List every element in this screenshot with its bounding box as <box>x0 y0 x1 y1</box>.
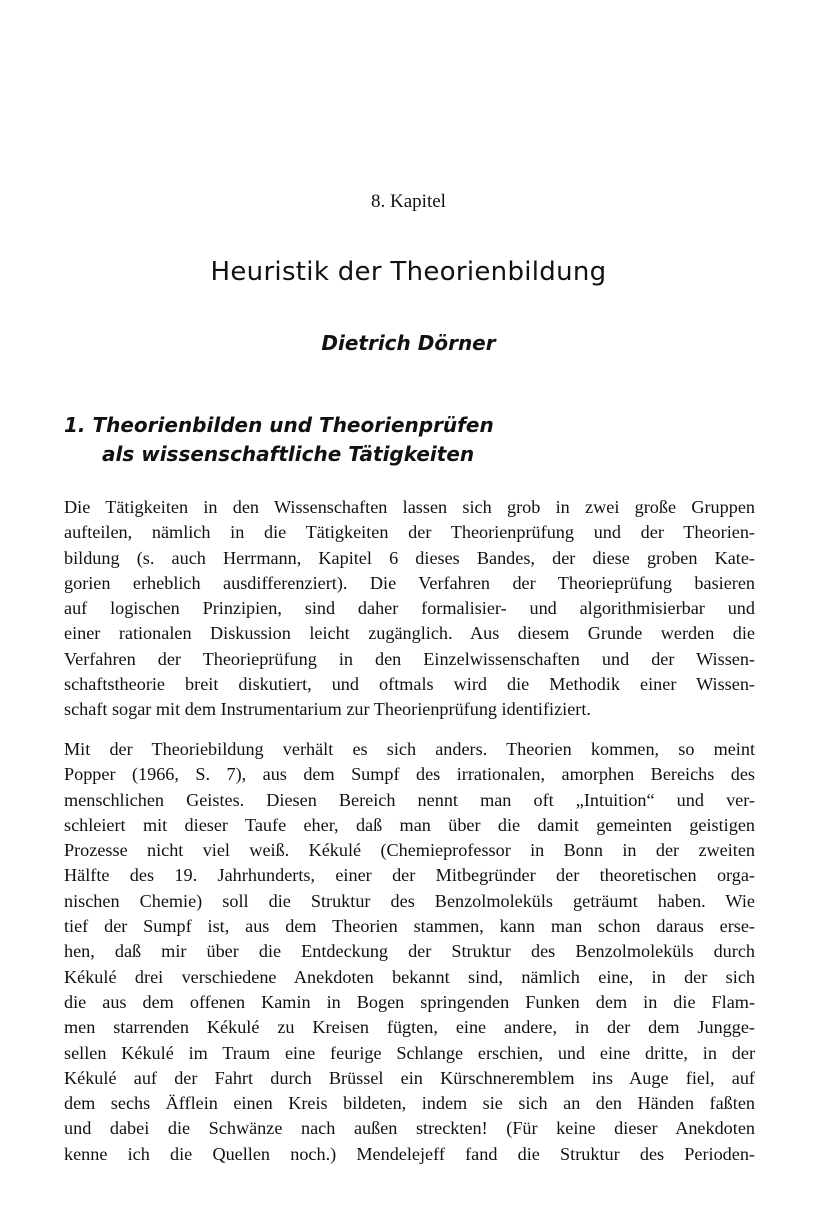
text-line: einer rationalen Diskussion leicht zugänglich. Aus diesem Grunde werden die <box>64 623 755 644</box>
text-line: aufteilen, nämlich in die Tätigkeiten der Theorienprüfung und der Theorien- <box>64 522 755 543</box>
text-line: Die Tätigkeiten in den Wissenschaften lassen sich grob in zwei große Gruppen <box>64 497 755 517</box>
section-heading <box>64 411 764 469</box>
text-line: men starrenden Kékulé zu Kreisen fügten, eine andere, in der dem Jungge- <box>64 1017 755 1038</box>
section-heading-line-2: als wissenschaftliche Tätigkeiten <box>102 442 475 466</box>
text-line: gorien erheblich ausdifferenziert). Die Verfahren der Theorieprüfung basieren <box>64 572 755 593</box>
text-line: Popper (1966, S. 7), aus dem Sumpf des irrationalen, amorphen Bereichs des <box>64 764 755 785</box>
body-paragraph-1 <box>64 495 755 723</box>
text-line: Kékulé auf der Fahrt durch Brüssel ein Kürschneremblem ins Auge fiel, auf <box>64 1067 755 1088</box>
text-line: die aus dem offenen Kamin in Bogen springenden Funken dem in die Flam- <box>64 991 755 1012</box>
text-line: hen, daß mir über die Entdeckung der Struktur des Benzolmoleküls durch <box>64 941 755 962</box>
text-line: menschlichen Geistes. Diesen Bereich nennt man oft „Intuition“ und ver- <box>64 789 755 810</box>
body-paragraph-2 <box>64 737 755 1167</box>
text-line: schleiert mit dieser Taufe eher, daß man über die damit gemeinten geistigen <box>64 814 755 835</box>
text-line: dem sechs Äfflein einen Kreis bildeten, indem sie sich an den Händen faßten <box>64 1093 755 1114</box>
text-line: schaftstheorie breit diskutiert, und oftmals wird die Methodik einer Wissen- <box>64 674 755 695</box>
text-line: kenne ich die Quellen noch.) Mendelejeff fand die Struktur des Perioden- <box>64 1143 755 1164</box>
text-line: und dabei die Schwänze nach außen streckten! (Für keine dieser Anekdoten <box>64 1118 755 1139</box>
text-line: auf logischen Prinzipien, sind daher formalisier- und algorithmisierbar und <box>64 598 755 619</box>
text-line: Hälfte des 19. Jahrhunderts, einer der Mitbegründer der theoretischen orga- <box>64 865 755 886</box>
text-line: bildung (s. auch Herrmann, Kapitel 6 dieses Bandes, der diese groben Kate- <box>64 547 755 568</box>
text-line: nischen Chemie) soll die Struktur des Benzolmoleküls geträumt haben. Wie <box>64 890 755 911</box>
text-line: schaft sogar mit dem Instrumentarium zur Theorienprüfung identifiziert. <box>64 699 591 720</box>
text-line: Prozesse nicht viel weiß. Kékulé (Chemieprofessor in Bonn in der zweiten <box>64 840 755 861</box>
chapter-title: Heuristik der Theorienbildung <box>210 257 607 287</box>
section-heading-line-1: 1. Theorienbilden und Theorienprüfen <box>64 413 494 437</box>
text-line: Kékulé drei verschiedene Anekdoten bekannt sind, nämlich eine, in der sich <box>64 966 755 987</box>
text-line: Verfahren der Theorieprüfung in den Einzelwissenschaften und der Wissen- <box>64 648 755 669</box>
text-line: tief der Sumpf ist, aus dem Theorien stammen, kann man schon daraus erse- <box>64 916 755 937</box>
chapter-number: 8. Kapitel <box>371 191 446 212</box>
text-line: sellen Kékulé im Traum eine feurige Schlange erschien, und eine dritte, in der <box>64 1042 755 1063</box>
author-name: Dietrich Dörner <box>321 331 496 355</box>
text-line: Mit der Theoriebildung verhält es sich anders. Theorien kommen, so meint <box>64 739 755 759</box>
